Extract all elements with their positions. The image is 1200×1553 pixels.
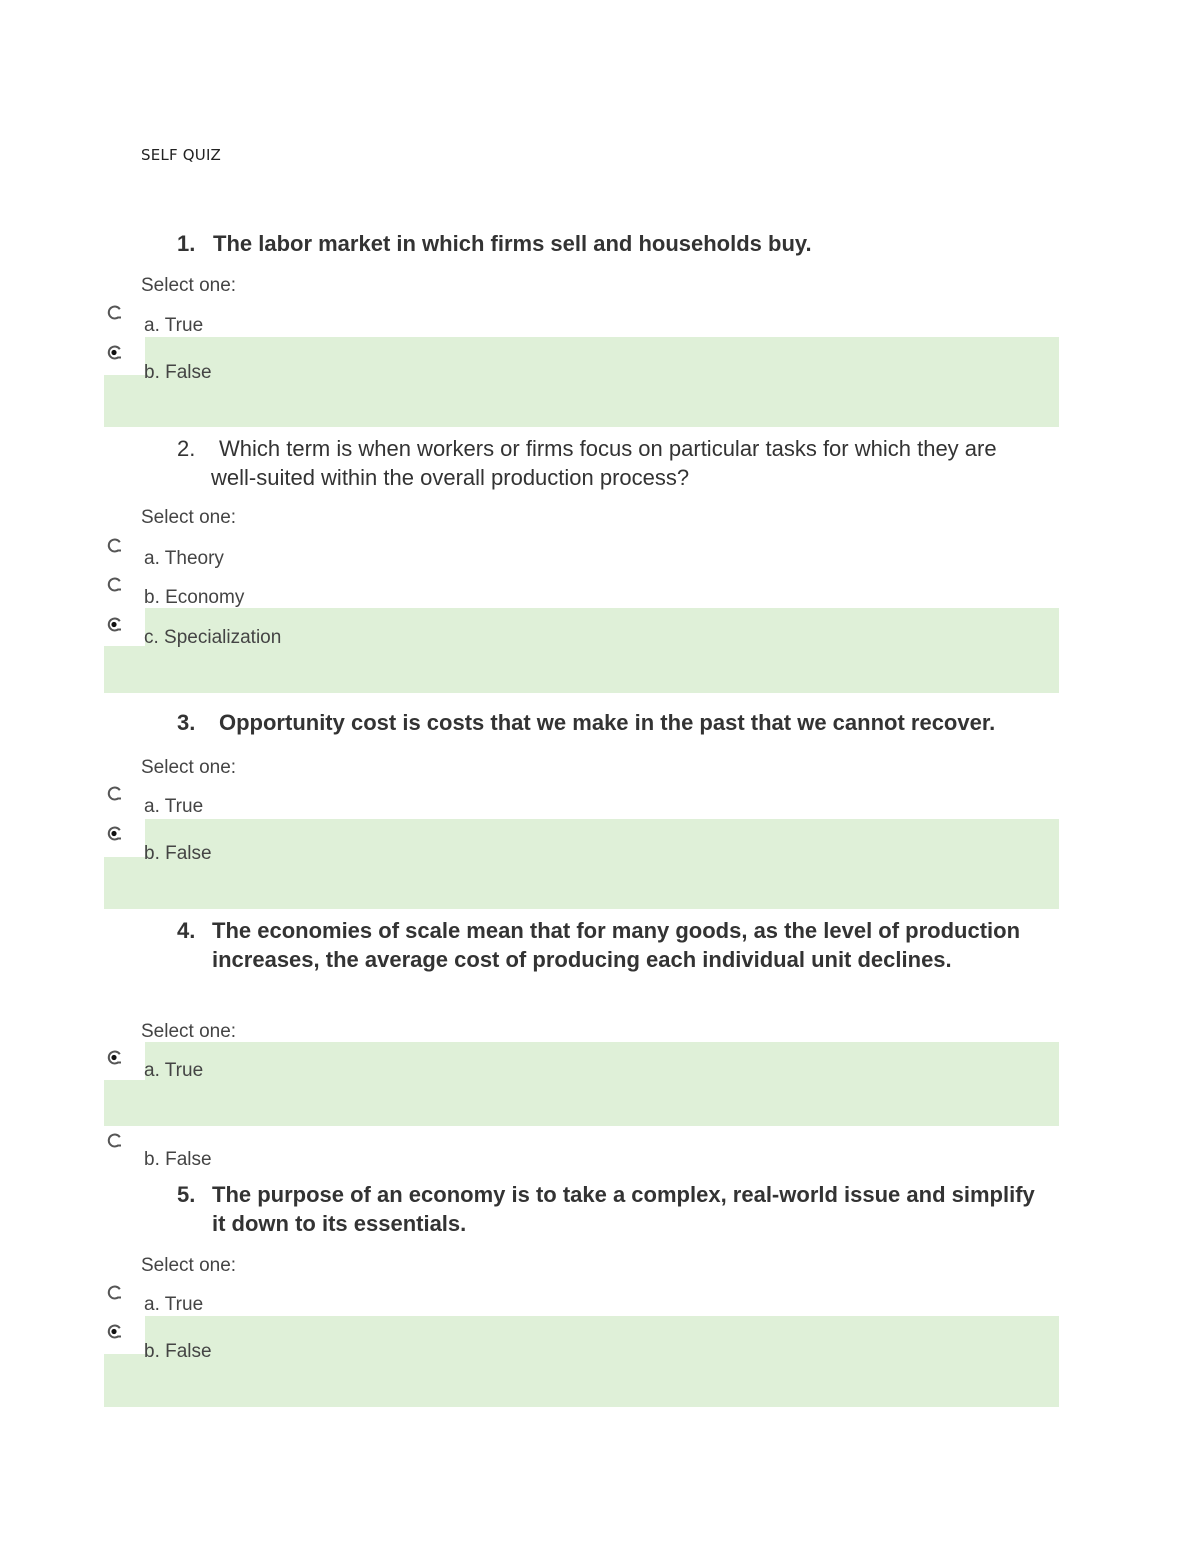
option-label[interactable]: b. Economy (144, 587, 245, 608)
option-label[interactable]: a. True (144, 315, 204, 336)
option-label[interactable]: b. False (144, 362, 212, 383)
question-number: 5. (177, 1182, 196, 1207)
radio-selected-icon[interactable] (107, 1050, 122, 1065)
select-one-label: Select one: (141, 757, 237, 778)
option-label[interactable]: c. Specialization (144, 627, 282, 648)
radio-selected-icon[interactable] (107, 345, 122, 360)
question-text: Opportunity cost is costs that we make in the past that we cannot recover. (219, 710, 996, 735)
select-one-label: Select one: (141, 275, 237, 296)
question-number: 4. (177, 918, 196, 943)
radio-unselected-icon[interactable] (107, 538, 122, 553)
option-label[interactable]: b. False (144, 1149, 212, 1170)
question-1 (177, 229, 1057, 258)
page-title: SELF QUIZ (141, 146, 222, 164)
question-text: The economies of scale mean that for many goods, as the level of production increases, the average cost of producing each individual unit declines. (212, 918, 1021, 972)
question-5 (177, 1180, 1037, 1238)
answer-highlight (145, 337, 1059, 427)
option-label[interactable]: a. True (144, 1294, 204, 1315)
question-number: 2. (177, 436, 196, 461)
question-2 (177, 434, 1037, 492)
question-text: The labor market in which firms sell and households buy. (213, 231, 812, 256)
radio-unselected-icon[interactable] (107, 305, 122, 320)
answer-highlight (104, 375, 145, 427)
radio-selected-icon[interactable] (107, 617, 122, 632)
select-one-label: Select one: (141, 1021, 237, 1042)
answer-highlight (104, 857, 145, 909)
option-label[interactable]: b. False (144, 1341, 212, 1362)
radio-unselected-icon[interactable] (107, 1285, 122, 1300)
radio-unselected-icon[interactable] (107, 786, 122, 801)
answer-highlight (104, 1354, 145, 1407)
question-3 (177, 708, 1077, 737)
answer-highlight (104, 1080, 145, 1126)
question-text: The purpose of an economy is to take a complex, real-world issue and simplify it down to its essentials. (212, 1182, 1035, 1236)
answer-highlight (104, 646, 145, 693)
question-text: Which term is when workers or firms focus on particular tasks for which they are well-suited within the overall production process? (211, 436, 997, 490)
radio-selected-icon[interactable] (107, 826, 122, 841)
radio-unselected-icon[interactable] (107, 577, 122, 592)
question-4 (177, 916, 1037, 974)
answer-highlight (145, 1042, 1059, 1126)
option-label[interactable]: a. Theory (144, 548, 224, 569)
answer-highlight (145, 819, 1059, 909)
radio-unselected-icon[interactable] (107, 1133, 122, 1148)
select-one-label: Select one: (141, 507, 237, 528)
option-label[interactable]: a. True (144, 1060, 204, 1081)
option-label[interactable]: b. False (144, 843, 212, 864)
answer-highlight (145, 608, 1059, 693)
radio-selected-icon[interactable] (107, 1324, 122, 1339)
option-label[interactable]: a. True (144, 796, 204, 817)
answer-highlight (145, 1316, 1059, 1407)
select-one-label: Select one: (141, 1255, 237, 1276)
question-number: 3. (177, 710, 196, 735)
question-number: 1. (177, 231, 196, 256)
